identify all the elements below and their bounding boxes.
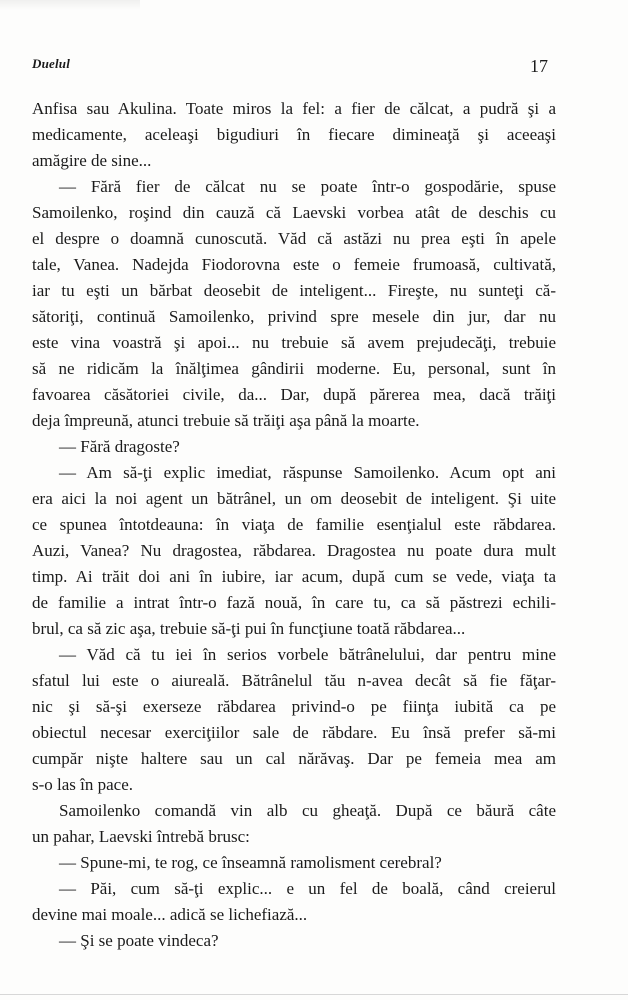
text-line: — Păi, cum să-ţi explic... e un fel de boală, când creierul (59, 879, 556, 898)
text-line: — Fără dragoste? (59, 437, 180, 456)
text-line: — Am să-ţi explic imediat, răspunse Samoilenko. Acum opt ani (59, 463, 556, 482)
text-line: cumpăr nişte haltere sau un cal nărăvaş. Dar pe femeia mea am (32, 749, 556, 768)
text-line: — Văd că tu iei în serios vorbele bătrânelului, dar pentru mine (59, 645, 556, 664)
text-line: s-o las în pace. (32, 775, 134, 794)
text-line: — Şi se poate vindeca? (59, 931, 219, 950)
text-line: este vina voastră şi apoi... nu trebuie să avem prejudecăţi, trebuie (32, 333, 556, 352)
text-line: Samoilenko, roşind din cauză că Laevski vorbea atât de deschis cu (32, 203, 556, 222)
text-line: de familie a intrat într-o fază nouă, în care tu, ca să păstrezi echili- (32, 593, 556, 612)
text-line: Anfisa sau Akulina. Toate miros la fel: a fier de călcat, a pudră şi a (32, 99, 556, 118)
text-line: devine mai moale... adică se lichefiază... (32, 905, 308, 924)
text-line: brul, ca să zic aşa, trebuie să-ţi pui în funcţiune toată răbdarea... (32, 619, 466, 638)
text-line: el despre o doamnă cunoscută. Văd că astăzi nu prea eşti în apele (32, 229, 556, 248)
text-line: un pahar, Laevski întrebă brusc: (32, 827, 250, 846)
text-line: sfatul lui este o aiureală. Bătrânelul tău n-avea decât să fie făţar- (32, 671, 556, 690)
text-line: deja împreună, atunci trebuie să trăiţi aşa până la moarte. (32, 411, 420, 430)
text-line: favoarea căsătoriei civile, da... Dar, după părerea mea, dacă trăiţi (32, 385, 556, 404)
text-line: ce spunea întotdeauna: în viaţa de familie esenţialul este răbdarea. (32, 515, 556, 534)
text-line: Samoilenko comandă vin alb cu gheaţă. După ce băură câte (59, 801, 556, 820)
text-line: sătoriţi, continuă Samoilenko, privind spre mesele din jur, dar nu (32, 307, 556, 326)
text-line: tale, Vanea. Nadejda Fiodorovna este o femeie frumoasă, cultivată, (32, 255, 556, 274)
text-line: — Fără fier de călcat nu se poate într-o gospodărie, spuse (59, 177, 556, 196)
text-line: — Spune-mi, te rog, ce înseamnă ramolisment cerebral? (59, 853, 442, 872)
text-line: iar tu eşti un bărbat deosebit de inteligent... Fireşte, nu sunteţi că- (32, 281, 556, 300)
page-number: 17 (530, 56, 548, 76)
text-line: era aici la noi agent un bătrânel, un om deosebit de inteligent. Şi uite (32, 489, 556, 508)
text-line: Auzi, Vanea? Nu dragostea, răbdarea. Dragostea nu poate dura mult (32, 541, 556, 560)
page-bottom-edge (0, 994, 628, 995)
text-line: amăgire de sine... (32, 151, 152, 170)
text-line: nic şi să-şi exerseze răbdarea privind-o pe fiinţa iubită ca pe (32, 697, 556, 716)
text-line: să ne ridicăm la înălţimea gândirii moderne. Eu, personal, sunt în (32, 359, 556, 378)
running-title: Duelul (32, 56, 71, 71)
text-line: timp. Ai trăit doi ani în iubire, iar acum, după cum se vede, viaţa ta (32, 567, 556, 586)
text-line: obiectul necesar exerciţiilor sale de răbdare. Eu însă prefer să-mi (32, 723, 556, 742)
text-line: medicamente, aceleaşi bigudiuri în fiecare dimineaţă şi aceeaşi (32, 125, 556, 144)
scan-edge-shadow (0, 0, 140, 10)
body-text (32, 96, 556, 954)
